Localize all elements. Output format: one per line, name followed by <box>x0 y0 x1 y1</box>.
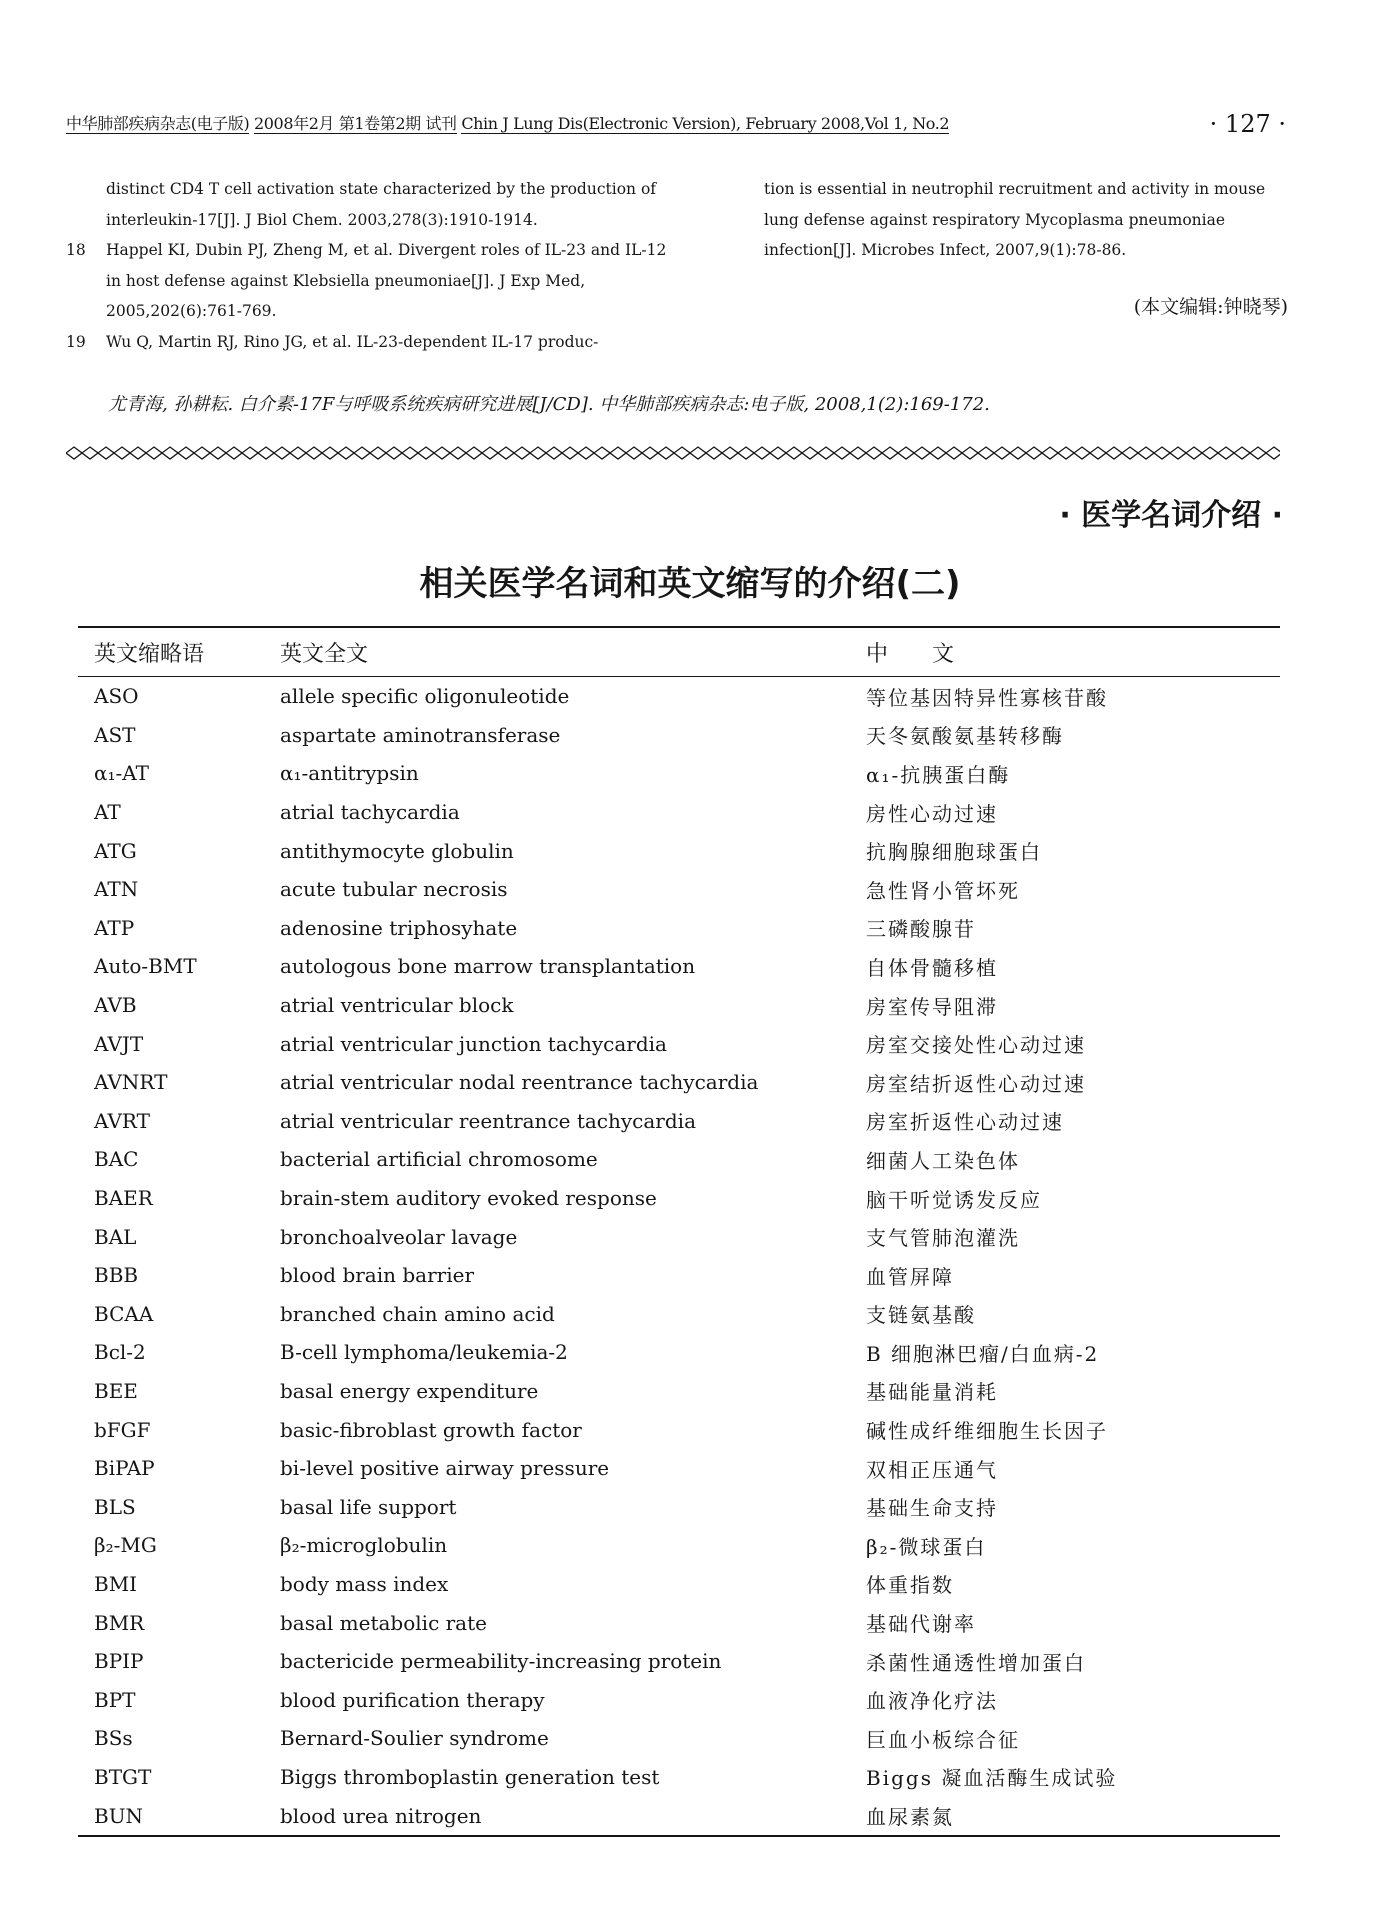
journal-info <box>66 106 949 142</box>
abbreviation-cell: AT <box>94 800 121 825</box>
chinese-term-cell: 房室传导阻滞 <box>866 994 998 1019</box>
abbreviation-cell: AVRT <box>94 1108 150 1133</box>
reference-item <box>66 235 671 327</box>
issue-info-cn: 2008年2月 第1卷第2期 试刊 <box>253 114 457 133</box>
abbreviation-cell: Auto-BMT <box>94 954 197 979</box>
english-term-cell: aspartate aminotransferase <box>280 722 561 747</box>
english-term-cell: blood brain barrier <box>280 1263 475 1288</box>
english-term-cell: B-cell lymphoma/leukemia-2 <box>280 1340 568 1365</box>
references-right-column <box>724 174 1289 266</box>
table-row <box>78 870 1280 909</box>
abbreviation-cell: BSs <box>94 1726 133 1751</box>
reference-text: Wu Q, Martin RJ, Rino JG, et al. IL-23-dependent IL-17 produc- <box>106 332 599 351</box>
english-term-cell: allele specific oligonuleotide <box>280 684 570 709</box>
abbreviation-cell: BiPAP <box>94 1456 155 1481</box>
running-header <box>66 106 1286 142</box>
abbreviation-cell: AVB <box>94 993 137 1018</box>
abbreviation-cell: AVNRT <box>94 1070 168 1095</box>
abbreviation-cell: Bcl-2 <box>94 1340 146 1365</box>
english-term-cell: bactericide permeability-increasing protein <box>280 1649 722 1674</box>
abbreviation-cell: BEE <box>94 1378 138 1403</box>
journal-name-cn: 中华肺部疾病杂志(电子版) <box>66 114 250 133</box>
chinese-term-cell: 三磷酸腺苷 <box>866 917 976 942</box>
english-term-cell: body mass index <box>280 1571 449 1596</box>
table-row <box>78 754 1280 793</box>
chinese-term-cell: 基础代谢率 <box>866 1612 976 1637</box>
abbreviation-cell: ATG <box>94 838 137 863</box>
table-row <box>78 1565 1280 1604</box>
chinese-term-cell: 抗胸腺细胞球蛋白 <box>866 840 1042 865</box>
abbreviation-cell: AVJT <box>94 1031 144 1056</box>
english-term-cell: basal metabolic rate <box>280 1610 487 1635</box>
abbreviation-cell: BCAA <box>94 1301 154 1326</box>
article-citation: 尤青海, 孙耕耘. 白介素-17F与呼吸系统疾病研究进展[J/CD]. 中华肺部疾病杂志:电子版, 2008,1(2):169-172. <box>108 394 990 415</box>
chinese-term-cell: 血液净化疗法 <box>866 1689 998 1714</box>
table-row <box>78 947 1280 986</box>
chinese-term-cell: 基础生命支持 <box>866 1496 998 1521</box>
english-term-cell: atrial ventricular junction tachycardia <box>280 1031 667 1056</box>
table-row <box>78 1796 1280 1836</box>
chinese-term-cell: B 细胞淋巴瘤/白血病-2 <box>866 1341 1100 1366</box>
chinese-term-cell: β₂-微球蛋白 <box>866 1534 987 1559</box>
english-term-cell: branched chain amino acid <box>280 1301 555 1326</box>
chinese-term-cell: 房性心动过速 <box>866 801 998 826</box>
abbreviation-cell: BAL <box>94 1224 137 1249</box>
table-row <box>78 1295 1280 1334</box>
english-term-cell: blood purification therapy <box>280 1687 545 1712</box>
chinese-term-cell: 等位基因特异性寡核苷酸 <box>866 685 1108 710</box>
english-term-cell: basal life support <box>280 1494 457 1519</box>
section-label: · 医学名词介绍 · <box>1059 498 1283 533</box>
english-term-cell: blood urea nitrogen <box>264 1796 850 1836</box>
chinese-term-cell: Biggs 凝血活酶生成试验 <box>866 1766 1118 1791</box>
english-term-cell: β₂-microglobulin <box>280 1533 448 1558</box>
table-row <box>78 1603 1280 1642</box>
english-term-cell: α₁-antitrypsin <box>280 761 419 786</box>
table-row <box>78 1024 1280 1063</box>
abbreviation-cell: BAER <box>94 1186 153 1211</box>
english-term-cell: Biggs thromboplastin generation test <box>280 1764 660 1789</box>
table-row <box>78 1179 1280 1218</box>
english-term-cell: acute tubular necrosis <box>280 877 508 902</box>
chinese-term-cell: 杀菌性通透性增加蛋白 <box>866 1650 1086 1675</box>
table-row <box>78 1063 1280 1102</box>
abbreviation-cell: ATP <box>94 915 135 940</box>
chinese-term-cell: 自体骨髓移植 <box>866 955 998 980</box>
table-row <box>78 1333 1280 1372</box>
english-term-cell: bi-level positive airway pressure <box>280 1456 610 1481</box>
english-term-cell: atrial tachycardia <box>280 800 460 825</box>
english-term-cell: bacterial artificial chromosome <box>280 1147 598 1172</box>
table-row <box>78 1217 1280 1256</box>
abbreviation-cell: ASO <box>94 684 139 709</box>
chinese-term-cell: 巨血小板综合征 <box>866 1727 1020 1752</box>
table-header-row <box>78 627 1280 677</box>
header-english-full: 英文全文 <box>264 627 850 677</box>
reference-item <box>724 174 1289 266</box>
english-term-cell: atrial ventricular reentrance tachycardia <box>280 1108 696 1133</box>
chinese-term-cell: 房室结折返性心动过速 <box>866 1071 1086 1096</box>
table-row <box>78 1680 1280 1719</box>
chinese-term-cell: 血尿素氮 <box>850 1796 1280 1836</box>
table-row <box>78 793 1280 832</box>
page-number: · 127 · <box>1209 110 1286 138</box>
chinese-term-cell: 碱性成纤维细胞生长因子 <box>866 1419 1108 1444</box>
table-row <box>78 716 1280 755</box>
decorative-divider <box>66 446 1280 460</box>
chinese-term-cell: 体重指数 <box>866 1573 954 1598</box>
chinese-term-cell: 双相正压通气 <box>866 1457 998 1482</box>
table-row <box>78 1526 1280 1565</box>
abbreviation-cell: BPT <box>94 1687 136 1712</box>
table-row <box>78 1642 1280 1681</box>
reference-item <box>66 174 671 235</box>
reference-item <box>66 327 671 358</box>
reference-text: tion is essential in neutrophil recruitment and activity in mouse lung defense against respiratory Mycoplasma pneumoniae infection[J]. Microbes Infect, 2007,9(1):78-86. <box>764 180 1266 259</box>
abbreviation-table <box>78 626 1280 1837</box>
chinese-term-cell: 支链氨基酸 <box>866 1303 976 1328</box>
abbreviation-cell: α₁-AT <box>94 761 149 786</box>
table-row <box>78 1758 1280 1797</box>
abbreviation-cell: BTGT <box>94 1764 152 1789</box>
chinese-term-cell: 急性肾小管坏死 <box>866 878 1020 903</box>
editor-note: (本文编辑:钟晓琴) <box>1133 296 1288 318</box>
english-term-cell: Bernard-Soulier syndrome <box>280 1726 549 1751</box>
abbreviation-cell: BMR <box>94 1610 145 1635</box>
abbreviation-cell: bFGF <box>94 1417 151 1442</box>
page-title: 相关医学名词和英文缩写的介绍(二) <box>419 564 961 604</box>
table-row <box>78 677 1280 716</box>
english-term-cell: antithymocyte globulin <box>280 838 514 863</box>
chinese-term-cell: 房室折返性心动过速 <box>866 1110 1064 1135</box>
english-term-cell: autologous bone marrow transplantation <box>280 954 696 979</box>
english-term-cell: bronchoalveolar lavage <box>280 1224 518 1249</box>
table-row <box>78 1256 1280 1295</box>
table-row <box>78 986 1280 1025</box>
table-row <box>78 831 1280 870</box>
chinese-term-cell: 支气管肺泡灌洗 <box>866 1226 1020 1251</box>
table-row <box>78 1102 1280 1141</box>
reference-number: 19 <box>66 332 86 351</box>
english-term-cell: basic-fibroblast growth factor <box>280 1417 582 1442</box>
chinese-term-cell: 房室交接处性心动过速 <box>866 1033 1086 1058</box>
reference-text: Happel KI, Dubin PJ, Zheng M, et al. Divergent roles of IL-23 and IL-12 in host defense against Klebsiella pneumoniae[J]. J Exp Med, 2005,202(6):761-769. <box>106 241 667 320</box>
reference-text: distinct CD4 T cell activation state characterized by the production of interleukin-17[J]. J Biol Chem. 2003,278(3):1910-1914. <box>106 180 657 229</box>
header-chinese: 中 文 <box>850 627 1280 677</box>
table-row <box>78 1140 1280 1179</box>
abbreviation-cell: BMI <box>94 1571 138 1596</box>
abbreviation-cell: BBB <box>94 1263 139 1288</box>
chinese-term-cell: 脑干听觉诱发反应 <box>866 1187 1042 1212</box>
chinese-term-cell: 基础能量消耗 <box>866 1380 998 1405</box>
english-term-cell: atrial ventricular block <box>280 993 514 1018</box>
english-term-cell: atrial ventricular nodal reentrance tachycardia <box>280 1070 759 1095</box>
abbreviation-cell: ATN <box>94 877 139 902</box>
chinese-term-cell: α₁-抗胰蛋白酶 <box>866 762 1011 787</box>
abbreviation-cell: BUN <box>78 1796 264 1836</box>
journal-name-en: Chin J Lung Dis(Electronic Version), February 2008,Vol 1, No.2 <box>461 114 950 133</box>
table-row <box>78 1449 1280 1488</box>
english-term-cell: adenosine triphosyhate <box>280 915 518 940</box>
english-term-cell: brain-stem auditory evoked response <box>280 1186 657 1211</box>
english-term-cell: basal energy expenditure <box>280 1378 539 1403</box>
table-row <box>78 1372 1280 1411</box>
chinese-term-cell: 天冬氨酸氨基转移酶 <box>866 724 1064 749</box>
table-row <box>78 1719 1280 1758</box>
abbreviation-cell: β₂-MG <box>94 1533 157 1558</box>
abbreviation-cell: AST <box>94 722 136 747</box>
header-abbreviation: 英文缩略语 <box>78 627 264 677</box>
table-row <box>78 1487 1280 1526</box>
references-left-column <box>66 174 671 357</box>
table-row <box>78 1410 1280 1449</box>
reference-number: 18 <box>66 241 86 259</box>
table-row <box>78 909 1280 948</box>
abbreviation-cell: BPIP <box>94 1649 144 1674</box>
chinese-term-cell: 血管屏障 <box>866 1264 954 1289</box>
abbreviation-cell: BLS <box>94 1494 136 1519</box>
chinese-term-cell: 细菌人工染色体 <box>866 1148 1020 1173</box>
abbreviation-cell: BAC <box>94 1147 139 1172</box>
